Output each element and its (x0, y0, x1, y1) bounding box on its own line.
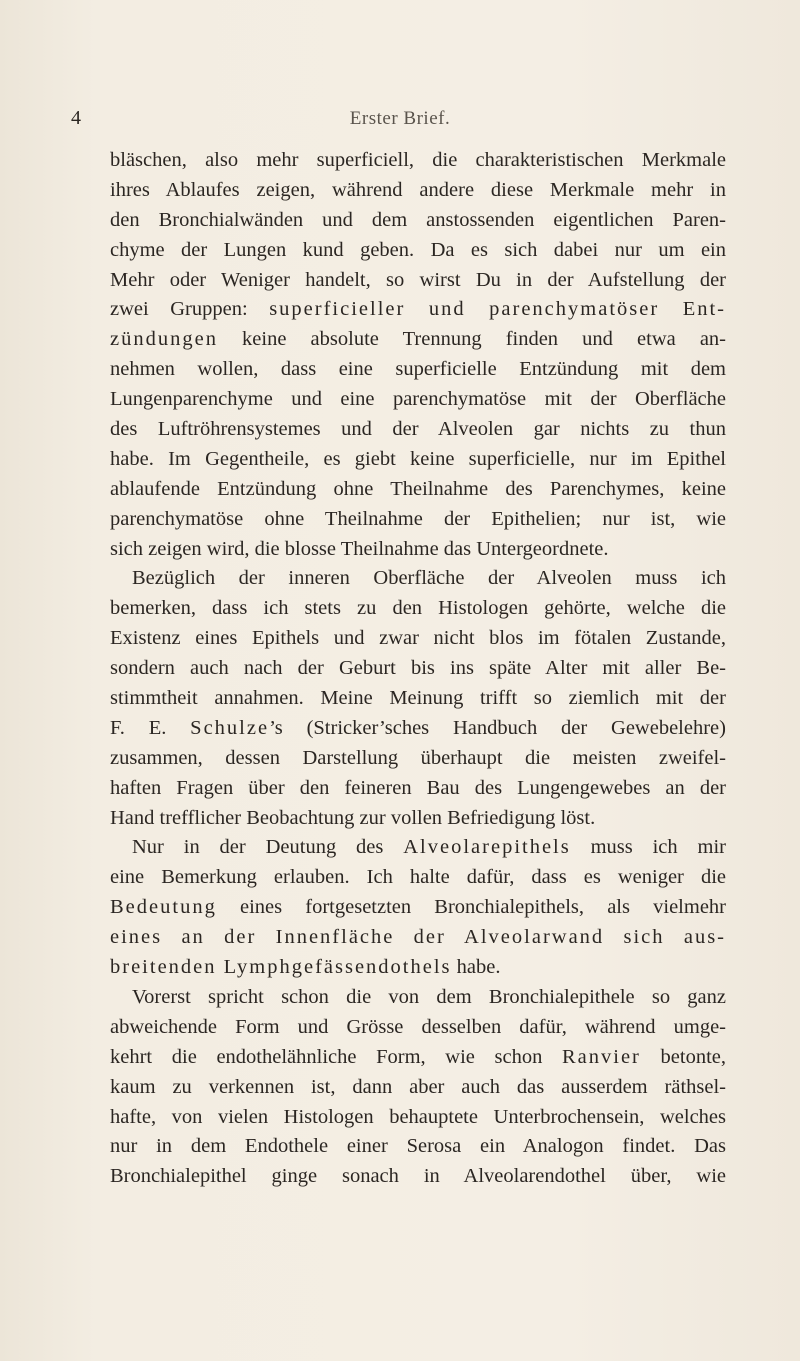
text-run: betonte, (640, 1045, 726, 1068)
text-run: kehrt die endothelähnliche Form, wie schon (110, 1045, 562, 1068)
page-number: 4 (71, 107, 81, 129)
running-head: Erster Brief. (349, 108, 451, 129)
text-run: den Bronchialwänden und dem anstossenden eigentlichen Paren- (110, 208, 726, 231)
spaced-emphasis: eines an der Innenfläche der Alveolarwand sich aus- (110, 926, 726, 949)
text-run: ihres Ablaufes zeigen, während andere diese Merkmale mehr in (110, 178, 726, 201)
text-line (110, 1132, 726, 1162)
spaced-emphasis: zündungen (110, 328, 218, 351)
text-run: parenchymatöse ohne Theilnahme der Epithelien; nur ist, wie (110, 507, 726, 530)
text-line (110, 1073, 726, 1103)
text-run: eine Bemerkung erlauben. Ich halte dafür, dass es weniger die (110, 866, 726, 889)
text-run: Lungenparenchyme und eine parenchymatöse mit der Oberfläche (110, 388, 726, 411)
text-run: sondern auch nach der Geburt bis ins späte Alter mit aller Be- (110, 657, 726, 680)
text-line (110, 445, 726, 475)
text-run: Hand trefflicher Beobachtung zur vollen Befriedigung löst. (110, 806, 596, 829)
text-run: bemerken, dass ich stets zu den Histologen gehörte, welche die (110, 597, 726, 620)
text-run: nur in dem Endothele einer Serosa ein Analogon findet. Das (110, 1135, 726, 1158)
spaced-emphasis: Schulze (190, 716, 270, 739)
text-line (110, 355, 726, 385)
text-line (110, 1103, 726, 1133)
spaced-emphasis: breitenden Lymphgefässendothels (110, 956, 452, 979)
text-run: eines fortgesetzten Bronchialepithels, als vielmehr (216, 896, 726, 919)
text-line (110, 146, 726, 176)
text-run: sich zeigen wird, die blosse Theilnahme das Untergeordnete. (110, 537, 609, 560)
text-run: haften Fragen über den feineren Bau des Lungengewebes an der (110, 776, 726, 799)
text-run: ablaufende Entzündung ohne Theilnahme des Parenchymes, keine (110, 477, 726, 500)
text-line (110, 714, 726, 744)
text-run: F. E. (110, 716, 191, 739)
spaced-emphasis: Ranvier (561, 1045, 641, 1068)
text-line (110, 983, 726, 1013)
text-line (110, 266, 726, 296)
text-line (110, 564, 726, 594)
text-line (110, 833, 726, 863)
text-line (110, 804, 726, 834)
text-run: habe. (451, 956, 501, 979)
text-run: nehmen wollen, dass eine superficielle Entzündung mit dem (110, 358, 726, 381)
text-run: hafte, von vielen Histologen behauptete Unterbrochensein, welches (110, 1105, 726, 1128)
text-run: keine absolute Trennung finden und etwa an- (217, 328, 726, 351)
text-run: Nur in der Deutung des (132, 836, 404, 859)
text-run: bläschen, also mehr superficiell, die charakteristischen Merkmale (110, 149, 726, 171)
text-run: chyme der Lungen kund geben. Da es sich dabei nur um ein (110, 238, 726, 261)
text-run: muss ich mir (570, 836, 726, 859)
text-line (110, 385, 726, 415)
text-run: kaum zu verkennen ist, dann aber auch das ausserdem räthsel- (110, 1075, 726, 1098)
text-line (110, 415, 726, 445)
text-line (110, 176, 726, 206)
spaced-emphasis: Bedeutung (110, 896, 217, 919)
text-run: Mehr oder Weniger handelt, so wirst Du in der Aufstellung der (110, 268, 726, 291)
text-run: Vorerst spricht schon die von dem Bronchialepithele so ganz (132, 985, 726, 1008)
text-run: habe. Im Gegentheile, es giebt keine superficielle, nur im Epithel (110, 447, 726, 470)
text-line (110, 953, 726, 983)
spaced-emphasis: Alveolarepithels (403, 836, 571, 859)
text-run: zwei Gruppen: (110, 298, 270, 321)
text-line (110, 1162, 726, 1192)
text-line (110, 505, 726, 535)
text-line (110, 325, 726, 355)
text-line (110, 594, 726, 624)
text-run: Existenz eines Epithels und zwar nicht blos im fötalen Zustande, (110, 627, 726, 650)
text-line (110, 654, 726, 684)
text-run: des Luftröhrensystemes und der Alveolen gar nichts zu thun (110, 418, 726, 441)
text-run: Bronchialepithel ginge sonach in Alveolarendothel über, wie (110, 1165, 726, 1188)
text-line (110, 475, 726, 505)
text-line (110, 1013, 726, 1043)
text-run: abweichende Form und Grösse desselben dafür, während umge- (110, 1015, 726, 1038)
text-line (110, 295, 726, 325)
text-run: zusammen, dessen Darstellung überhaupt die meisten zweifel- (110, 746, 726, 769)
text-line (110, 1043, 726, 1073)
text-line (110, 923, 726, 953)
text-line (110, 863, 726, 893)
text-line (110, 624, 726, 654)
text-line (110, 893, 726, 923)
text-line (110, 774, 726, 804)
text-line (110, 684, 726, 714)
text-line (110, 236, 726, 266)
text-run: stimmtheit annahmen. Meine Meinung trifft so ziemlich mit der (110, 687, 726, 710)
text-run: ’s (Stricker’sches Handbuch der Gewebelehre) (269, 716, 726, 739)
body-text (110, 146, 726, 1192)
text-run: Bezüglich der inneren Oberfläche der Alveolen muss ich (132, 567, 726, 590)
text-line (110, 206, 726, 236)
spaced-emphasis: superficieller und parenchymatöser Ent- (269, 298, 727, 321)
text-line (110, 535, 726, 565)
text-line (110, 744, 726, 774)
